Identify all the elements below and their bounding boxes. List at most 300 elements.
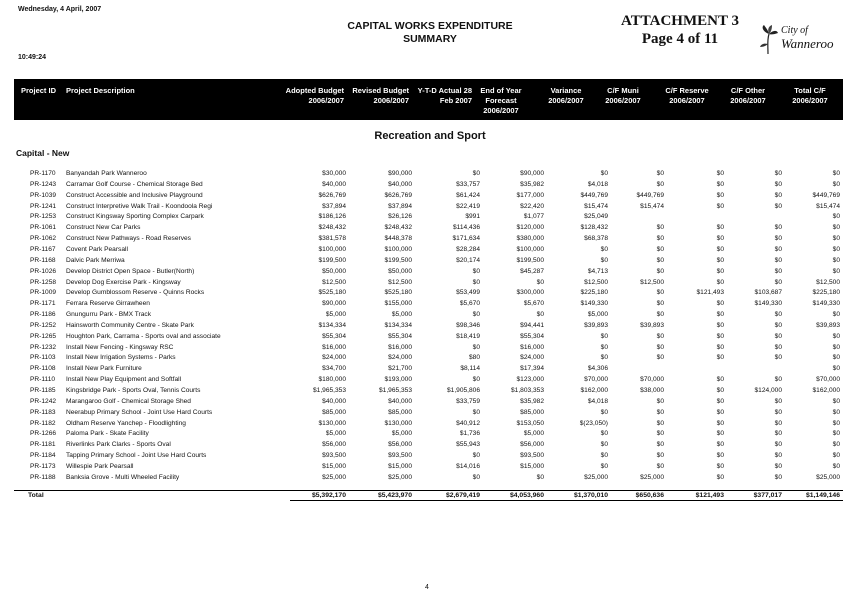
table-row bbox=[14, 288, 843, 298]
cell-adopted-budget: $199,500 bbox=[318, 256, 346, 264]
cell-cf-muni: $25,000 bbox=[640, 473, 664, 481]
page-number: 4 bbox=[425, 584, 429, 591]
cell-adopted-budget: $30,000 bbox=[322, 170, 346, 177]
logo-line2: Wanneroo bbox=[781, 36, 834, 51]
cell-revised-budget: $25,000 bbox=[388, 473, 412, 481]
cell-adopted-budget: $34,700 bbox=[322, 365, 346, 373]
cell-ytd-actual: $0 bbox=[472, 408, 480, 416]
cell-forecast: $5,000 bbox=[523, 430, 544, 438]
cell-revised-budget: $100,000 bbox=[384, 245, 412, 253]
cell-variance: $0 bbox=[600, 256, 608, 264]
cell-ytd-actual: $80 bbox=[468, 354, 480, 362]
cell-revised-budget: $56,000 bbox=[388, 441, 412, 449]
cell-total-cf: $0 bbox=[832, 430, 840, 438]
cell-ytd-actual: $20,174 bbox=[456, 256, 480, 264]
cell-adopted-budget: $12,500 bbox=[322, 278, 346, 286]
cell-ytd-actual: $28,284 bbox=[456, 245, 480, 253]
total-cfreserve: $121,493 bbox=[695, 492, 724, 499]
cell-adopted-budget: $25,000 bbox=[322, 473, 346, 481]
cell-cf-reserve: $0 bbox=[716, 430, 724, 438]
cell-project-description: Willespie Park Pearsall bbox=[66, 462, 134, 470]
cell-project-description: Banksia Grove - Multi Wheeled Facility bbox=[66, 473, 180, 481]
table-row bbox=[14, 191, 843, 201]
cell-cf-muni: $0 bbox=[656, 343, 664, 351]
total-variance: $1,370,010 bbox=[573, 492, 608, 499]
report-title bbox=[300, 20, 560, 46]
cell-project-description: Tapping Primary School - Joint Use Hard Courts bbox=[66, 452, 207, 460]
cell-total-cf: $0 bbox=[832, 354, 840, 362]
cell-ytd-actual: $0 bbox=[472, 170, 480, 177]
cell-forecast: $177,000 bbox=[516, 191, 544, 199]
table-row bbox=[14, 440, 843, 450]
cell-project-id: PR-1039 bbox=[30, 191, 57, 199]
col-adopted-budget bbox=[264, 86, 344, 106]
col-cfmuni-line1: C/F Muni bbox=[607, 86, 639, 95]
cell-project-id: PR-1061 bbox=[30, 224, 57, 232]
cell-cf-other: $0 bbox=[774, 343, 782, 351]
cell-project-id: PR-1232 bbox=[30, 343, 57, 351]
cell-variance: $225,180 bbox=[580, 289, 608, 297]
cell-cf-other: $0 bbox=[774, 180, 782, 188]
table-row bbox=[14, 256, 843, 266]
table-row bbox=[14, 451, 843, 461]
cell-forecast: $0 bbox=[536, 473, 544, 481]
cell-cf-muni: $0 bbox=[656, 267, 664, 275]
cell-variance: $4,306 bbox=[587, 365, 608, 373]
cell-adopted-budget: $40,000 bbox=[322, 180, 346, 188]
cell-adopted-budget: $626,769 bbox=[318, 191, 346, 199]
table-row bbox=[14, 375, 843, 385]
cell-total-cf: $149,330 bbox=[812, 300, 840, 308]
cell-cf-other: $0 bbox=[774, 462, 782, 470]
cell-cf-reserve: $0 bbox=[716, 354, 724, 362]
cell-cf-muni: $0 bbox=[656, 224, 664, 232]
table-row bbox=[14, 462, 843, 472]
table-row bbox=[14, 343, 843, 353]
cell-project-id: PR-1062 bbox=[30, 235, 57, 243]
cell-adopted-budget: $85,000 bbox=[322, 408, 346, 416]
col-adopted-line2: 2006/2007 bbox=[308, 96, 344, 105]
cell-forecast: $22,420 bbox=[520, 202, 544, 210]
cell-cf-reserve: $0 bbox=[716, 278, 724, 286]
cell-cf-muni: $15,474 bbox=[640, 202, 664, 210]
cell-cf-muni: $0 bbox=[656, 397, 664, 405]
cell-forecast: $35,982 bbox=[520, 180, 544, 188]
cell-cf-reserve: $0 bbox=[716, 224, 724, 232]
cell-project-description: Install New Park Furniture bbox=[66, 365, 142, 373]
cell-total-cf: $0 bbox=[832, 397, 840, 405]
cell-project-description: Riverlinks Park Clarks - Sports Oval bbox=[66, 441, 171, 449]
table-row bbox=[14, 473, 843, 483]
cell-total-cf: $225,180 bbox=[812, 289, 840, 297]
cell-forecast: $93,500 bbox=[520, 452, 544, 460]
cell-adopted-budget: $16,000 bbox=[322, 343, 346, 351]
cell-ytd-actual: $33,759 bbox=[456, 397, 480, 405]
cell-cf-muni: $0 bbox=[656, 354, 664, 362]
cell-project-description: Install New Fencing - Kingsway RSC bbox=[66, 343, 174, 351]
cell-ytd-actual: $14,016 bbox=[456, 462, 480, 470]
cell-cf-reserve: $0 bbox=[716, 462, 724, 470]
cell-cf-other: $0 bbox=[774, 170, 782, 177]
cell-total-cf: $70,000 bbox=[816, 376, 840, 384]
cell-ytd-actual: $8,114 bbox=[460, 365, 480, 373]
cell-adopted-budget: $186,126 bbox=[318, 213, 346, 221]
cell-cf-muni: $0 bbox=[656, 180, 664, 188]
report-title-line1: CAPITAL WORKS EXPENDITURE bbox=[347, 20, 513, 32]
cell-revised-budget: $525,180 bbox=[384, 289, 412, 297]
cell-project-description: Develop Gumblossom Reserve - Quinns Rocks bbox=[66, 289, 205, 297]
col-ytd-line1: Y-T-D Actual 28 bbox=[417, 86, 472, 95]
cell-forecast: $120,000 bbox=[516, 224, 544, 232]
cell-variance: $4,018 bbox=[587, 180, 608, 188]
cell-total-cf: $0 bbox=[832, 419, 840, 427]
cell-variance: $4,713 bbox=[587, 267, 608, 275]
cell-project-description: Hainsworth Community Centre - Skate Park bbox=[66, 321, 194, 329]
cell-cf-other: $0 bbox=[774, 397, 782, 405]
cell-cf-reserve: $0 bbox=[716, 202, 724, 210]
cell-project-description: Houghton Park, Carrama - Sports oval and associate bbox=[66, 332, 221, 340]
table-row bbox=[14, 408, 843, 418]
cell-project-description: Carramar Golf Course - Chemical Storage Bed bbox=[66, 180, 203, 188]
cell-variance: $0 bbox=[600, 170, 608, 177]
cell-ytd-actual: $114,436 bbox=[452, 224, 480, 232]
cell-cf-muni: $0 bbox=[656, 311, 664, 319]
cell-adopted-budget: $248,432 bbox=[318, 224, 346, 232]
table-row bbox=[14, 310, 843, 320]
cell-ytd-actual: $18,419 bbox=[456, 332, 480, 340]
cell-project-id: PR-1185 bbox=[30, 387, 56, 394]
cell-cf-other: $0 bbox=[774, 441, 782, 449]
cell-project-id: PR-1171 bbox=[30, 300, 56, 308]
cell-cf-reserve: $0 bbox=[716, 343, 724, 351]
cell-project-id: PR-1188 bbox=[30, 473, 56, 481]
col-revised-line1: Revised Budget bbox=[352, 86, 409, 95]
cell-variance: $0 bbox=[600, 245, 608, 253]
col-project-description: Project Description bbox=[66, 86, 135, 95]
cell-cf-other: $0 bbox=[774, 267, 782, 275]
cell-total-cf: $39,893 bbox=[816, 321, 840, 329]
cell-adopted-budget: $55,304 bbox=[322, 332, 346, 340]
cell-project-description: Install New Irrigation Systems - Parks bbox=[66, 354, 176, 362]
cell-cf-reserve: $0 bbox=[716, 267, 724, 275]
cell-variance: $0 bbox=[600, 462, 608, 470]
cell-total-cf: $0 bbox=[832, 213, 840, 221]
cell-project-id: PR-1182 bbox=[30, 419, 56, 427]
cell-project-id: PR-1181 bbox=[30, 441, 56, 449]
total-label: Total bbox=[28, 492, 44, 499]
cell-variance: $39,893 bbox=[584, 321, 608, 329]
cell-variance: $162,000 bbox=[580, 387, 608, 394]
col-cfmuni-line2: 2006/2007 bbox=[605, 96, 641, 105]
cell-cf-reserve: $0 bbox=[716, 332, 724, 340]
col-ytd-line2: Feb 2007 bbox=[439, 96, 472, 105]
cell-ytd-actual: $0 bbox=[472, 343, 480, 351]
cell-variance: $70,000 bbox=[584, 376, 608, 384]
cell-cf-other: $0 bbox=[774, 202, 782, 210]
col-total-cf bbox=[780, 86, 840, 106]
cell-total-cf: $0 bbox=[832, 224, 840, 232]
cell-cf-other: $0 bbox=[774, 311, 782, 319]
cell-variance: $25,049 bbox=[584, 213, 608, 221]
total-ytd: $2,679,419 bbox=[445, 492, 480, 499]
cell-total-cf: $0 bbox=[832, 365, 840, 373]
cell-ytd-actual: $98,346 bbox=[456, 321, 480, 329]
group-title: Capital - New bbox=[16, 148, 70, 158]
cell-cf-muni: $70,000 bbox=[640, 376, 664, 384]
cell-total-cf: $0 bbox=[832, 441, 840, 449]
cell-revised-budget: $448,378 bbox=[384, 235, 412, 243]
col-cf-reserve bbox=[656, 86, 718, 106]
cell-cf-reserve: $0 bbox=[716, 387, 724, 394]
cell-variance: $149,330 bbox=[580, 300, 608, 308]
col-cf-muni bbox=[594, 86, 652, 106]
cell-cf-muni: $0 bbox=[656, 419, 664, 427]
cell-cf-reserve: $0 bbox=[716, 245, 724, 253]
cell-forecast: $90,000 bbox=[520, 170, 544, 177]
cell-total-cf: $0 bbox=[832, 452, 840, 460]
cell-cf-muni: $39,893 bbox=[640, 321, 664, 329]
cell-total-cf: $449,769 bbox=[812, 191, 840, 199]
cell-adopted-budget: $56,000 bbox=[322, 441, 346, 449]
cell-revised-budget: $55,304 bbox=[388, 332, 412, 340]
table-row bbox=[14, 429, 843, 439]
cell-cf-other: $0 bbox=[774, 191, 782, 199]
col-adopted-line1: Adopted Budget bbox=[285, 86, 344, 95]
cell-ytd-actual: $171,634 bbox=[452, 235, 480, 243]
cell-cf-muni: $12,500 bbox=[640, 278, 664, 286]
cell-variance: $5,000 bbox=[587, 311, 608, 319]
cell-project-id: PR-1167 bbox=[30, 245, 56, 253]
cell-forecast: $153,050 bbox=[516, 419, 544, 427]
table-row bbox=[14, 169, 843, 179]
cell-cf-reserve: $0 bbox=[716, 311, 724, 319]
cell-adopted-budget: $130,000 bbox=[318, 419, 346, 427]
cell-forecast: $100,000 bbox=[516, 245, 544, 253]
cell-adopted-budget: $24,000 bbox=[322, 354, 346, 362]
cell-forecast: $380,000 bbox=[516, 235, 544, 243]
cell-project-description: Kingsbridge Park - Sports Oval, Tennis Courts bbox=[66, 387, 201, 394]
cell-project-description: Oldham Reserve Yanchep - Floodlighting bbox=[66, 419, 186, 427]
cell-total-cf: $0 bbox=[832, 267, 840, 275]
cell-cf-reserve: $0 bbox=[716, 397, 724, 405]
cell-forecast: $94,441 bbox=[520, 321, 544, 329]
cell-forecast: $300,000 bbox=[516, 289, 544, 297]
cell-adopted-budget: $15,000 bbox=[322, 462, 346, 470]
cell-total-cf: $0 bbox=[832, 245, 840, 253]
cell-project-description: Install New Play Equipment and Softfall bbox=[66, 376, 182, 384]
cell-variance: $15,474 bbox=[584, 202, 608, 210]
table-row bbox=[14, 321, 843, 331]
cell-cf-other: $0 bbox=[774, 321, 782, 329]
table-row bbox=[14, 397, 843, 407]
col-totalcf-line1: Total C/F bbox=[794, 86, 826, 95]
cell-project-description: Dalvic Park Merriwa bbox=[66, 256, 125, 264]
cell-ytd-actual: $0 bbox=[472, 376, 480, 384]
logo-text bbox=[781, 24, 833, 50]
cell-variance: $0 bbox=[600, 343, 608, 351]
cell-forecast: $56,000 bbox=[520, 441, 544, 449]
cell-variance: $12,500 bbox=[584, 278, 608, 286]
cell-project-description: Gnungurru Park - BMX Track bbox=[66, 311, 152, 319]
cell-project-id: PR-1009 bbox=[30, 289, 57, 297]
cell-adopted-budget: $50,000 bbox=[322, 267, 346, 275]
cell-cf-muni: $0 bbox=[656, 256, 664, 264]
table-row bbox=[14, 332, 843, 342]
cell-ytd-actual: $53,499 bbox=[456, 289, 480, 297]
col-cfother-line2: 2006/2007 bbox=[730, 96, 766, 105]
cell-cf-other: $103,687 bbox=[754, 289, 782, 297]
cell-project-description: Develop District Open Space - Butler(North) bbox=[66, 267, 195, 275]
column-header-bar bbox=[14, 79, 843, 120]
cell-revised-budget: $50,000 bbox=[388, 267, 412, 275]
cell-project-id: PR-1243 bbox=[30, 180, 57, 188]
cell-total-cf: $162,000 bbox=[812, 387, 840, 394]
cell-cf-other: $0 bbox=[774, 408, 782, 416]
cell-revised-budget: $155,000 bbox=[384, 300, 412, 308]
cell-forecast: $15,000 bbox=[520, 462, 544, 470]
cell-adopted-budget: $381,578 bbox=[318, 235, 346, 243]
table-row bbox=[14, 202, 843, 212]
cell-adopted-budget: $90,000 bbox=[322, 300, 346, 308]
cell-revised-budget: $193,000 bbox=[384, 376, 412, 384]
cell-variance: $128,432 bbox=[580, 224, 608, 232]
cell-revised-budget: $248,432 bbox=[384, 224, 412, 232]
cell-ytd-actual: $40,912 bbox=[456, 419, 480, 427]
cell-variance: $0 bbox=[600, 452, 608, 460]
attachment-label bbox=[600, 12, 760, 48]
table-row bbox=[14, 234, 843, 244]
cell-project-id: PR-1258 bbox=[30, 278, 57, 286]
cell-project-description: Construct New Car Parks bbox=[66, 224, 141, 232]
cell-project-id: PR-1184 bbox=[30, 452, 56, 460]
cell-project-description: Construct New Pathways - Road Reserves bbox=[66, 235, 191, 243]
col-forecast bbox=[471, 86, 531, 116]
cell-cf-reserve: $0 bbox=[716, 321, 724, 329]
cell-project-id: PR-1186 bbox=[30, 311, 56, 319]
cell-project-description: Covent Park Pearsall bbox=[66, 245, 128, 253]
col-forecast-line3: 2006/2007 bbox=[483, 106, 519, 115]
total-cfmuni: $650,636 bbox=[635, 492, 664, 499]
cell-total-cf: $0 bbox=[832, 180, 840, 188]
cell-project-description: Construct Kingsway Sporting Complex Carpark bbox=[66, 213, 204, 221]
cell-variance: $0 bbox=[600, 332, 608, 340]
cell-cf-other: $124,000 bbox=[754, 387, 782, 394]
cell-cf-other: $0 bbox=[774, 354, 782, 362]
cell-cf-muni: $0 bbox=[656, 170, 664, 177]
cell-adopted-budget: $5,000 bbox=[325, 311, 346, 319]
col-variance-line1: Variance bbox=[550, 86, 582, 95]
total-adopted: $5,392,170 bbox=[311, 492, 346, 499]
cell-revised-budget: $130,000 bbox=[384, 419, 412, 427]
cell-variance: $0 bbox=[600, 408, 608, 416]
cell-forecast: $5,670 bbox=[523, 300, 544, 308]
cell-adopted-budget: $134,334 bbox=[318, 321, 346, 329]
cell-project-id: PR-1103 bbox=[30, 354, 56, 362]
cell-cf-reserve: $0 bbox=[716, 180, 724, 188]
cell-project-description: Construct Accessible and Inclusive Playground bbox=[66, 191, 203, 199]
cell-project-id: PR-1252 bbox=[30, 321, 57, 329]
total-revised: $5,423,970 bbox=[377, 492, 412, 499]
print-date: Wednesday, 4 April, 2007 bbox=[18, 6, 102, 13]
cell-total-cf: $15,474 bbox=[816, 202, 840, 210]
col-forecast-line2: Forecast bbox=[485, 96, 517, 105]
cell-total-cf: $0 bbox=[832, 408, 840, 416]
cell-project-id: PR-1026 bbox=[30, 267, 57, 275]
cell-cf-other: $0 bbox=[774, 419, 782, 427]
col-revised-budget bbox=[334, 86, 409, 106]
cell-variance: $0 bbox=[600, 430, 608, 438]
cell-cf-reserve: $0 bbox=[716, 191, 724, 199]
cell-cf-reserve: $0 bbox=[716, 256, 724, 264]
cell-revised-budget: $5,000 bbox=[391, 311, 412, 319]
cell-revised-budget: $40,000 bbox=[388, 180, 412, 188]
cell-ytd-actual: $5,670 bbox=[459, 300, 480, 308]
cell-cf-muni: $0 bbox=[656, 441, 664, 449]
cell-variance: $25,000 bbox=[584, 473, 608, 481]
cell-forecast: $1,803,353 bbox=[510, 387, 544, 394]
cell-forecast: $45,287 bbox=[520, 267, 544, 275]
cell-cf-other: $0 bbox=[774, 376, 782, 384]
cell-project-id: PR-1183 bbox=[30, 408, 56, 416]
cell-project-id: PR-1110 bbox=[30, 376, 56, 384]
cell-project-description: Banyandah Park Wanneroo bbox=[66, 170, 147, 177]
section-title: Recreation and Sport bbox=[374, 130, 486, 142]
cell-cf-other: $0 bbox=[774, 430, 782, 438]
cell-cf-other: $0 bbox=[774, 473, 782, 481]
cell-revised-budget: $90,000 bbox=[388, 170, 412, 177]
cell-total-cf: $0 bbox=[832, 311, 840, 319]
flower-icon bbox=[757, 24, 779, 56]
cell-cf-reserve: $0 bbox=[716, 441, 724, 449]
cell-forecast: $16,000 bbox=[520, 343, 544, 351]
cell-total-cf: $0 bbox=[832, 462, 840, 470]
cell-ytd-actual: $0 bbox=[472, 311, 480, 319]
col-cfreserve-line2: 2006/2007 bbox=[669, 96, 705, 105]
cell-project-id: PR-1170 bbox=[30, 170, 56, 177]
col-revised-line2: 2006/2007 bbox=[373, 96, 409, 105]
col-project-id: Project ID bbox=[21, 86, 57, 95]
cell-project-id: PR-1108 bbox=[30, 365, 56, 373]
cell-revised-budget: $85,000 bbox=[388, 408, 412, 416]
cell-revised-budget: $199,500 bbox=[384, 256, 412, 264]
col-forecast-line1: End of Year bbox=[480, 86, 522, 95]
cell-cf-reserve: $0 bbox=[716, 300, 724, 308]
total-totalcf: $1,149,146 bbox=[805, 492, 840, 499]
cell-cf-other: $0 bbox=[774, 235, 782, 243]
cell-forecast: $0 bbox=[536, 311, 544, 319]
page-of-total: Page 4 of 11 bbox=[641, 31, 719, 47]
col-ytd-actual bbox=[402, 86, 472, 106]
cell-project-description: Construct Interpretive Walk Trail - Koondoola Regi bbox=[66, 202, 213, 210]
table-row bbox=[14, 245, 843, 255]
cell-cf-reserve: $0 bbox=[716, 376, 724, 384]
cell-ytd-actual: $61,424 bbox=[456, 191, 480, 199]
cell-project-id: PR-1173 bbox=[30, 462, 56, 470]
cell-ytd-actual: $0 bbox=[472, 278, 480, 286]
total-forecast: $4,053,960 bbox=[509, 492, 544, 499]
cell-cf-other: $0 bbox=[774, 245, 782, 253]
cell-variance: $449,769 bbox=[580, 191, 608, 199]
cell-cf-muni: $0 bbox=[656, 462, 664, 470]
cell-ytd-actual: $0 bbox=[472, 267, 480, 275]
cell-forecast: $123,000 bbox=[516, 376, 544, 384]
cell-adopted-budget: $40,000 bbox=[322, 397, 346, 405]
table-row bbox=[14, 180, 843, 190]
cell-forecast: $24,000 bbox=[520, 354, 544, 362]
cell-adopted-budget: $180,000 bbox=[318, 376, 346, 384]
cell-revised-budget: $21,700 bbox=[388, 365, 412, 373]
cell-variance: $68,378 bbox=[584, 235, 608, 243]
